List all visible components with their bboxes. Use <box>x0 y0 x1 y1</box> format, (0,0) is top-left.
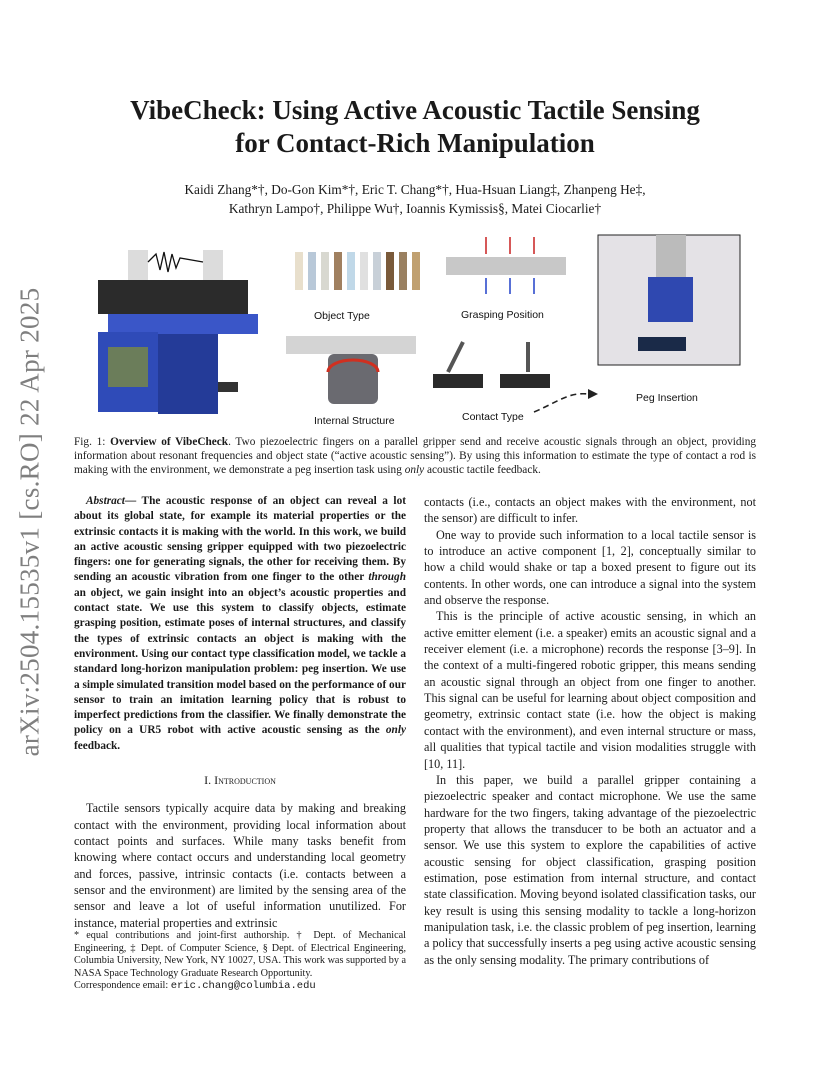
right-paragraph-3: In this paper, we build a parallel gripper containing a piezoelectric speaker and contact microphone. We use the same hardware for the two fingers, taking advantage of the piezoelectric property that allows the transducer to be both an actuator and a sensor. We use this system to explore the capabilities of active acoustic sensing for object classification, grasping position estimation, pose estimation from internal structure, and contact state classification. Moving beyond isolated classification tasks, our key result is using this sensing modality to tackle a long-horizon manipulation task, i.e. the classic problem of peg insertion, learning a policy that successfully inserts a peg using active acoustic sensing as the only sensing modality. The primary contributions of <box>424 772 756 967</box>
section-number: I. <box>204 773 215 788</box>
caption-prefix: Fig. 1: <box>74 436 111 448</box>
caption-bold: Overview of VibeCheck <box>110 436 229 448</box>
abstract-text-2: an object, we gain insight into an object’s acoustic properties and contact state. We use this system to classify objects, estimate grasping position, estimate poses of internal structures, and classify the types of extrinsic contacts an object is making with the environment. Using our contact type classification model, we tackle a standard long-horizon manipulation problem: peg insertion. We use a simple simulated transition model based on the performance of our sensor to train an imitation learning policy that is robust to imperfect predictions from the classifier. We finally demonstrate the policy on a UR5 robot with active acoustic sensing as the <box>74 586 406 737</box>
footnote-email-line <box>74 980 406 993</box>
right-column <box>424 494 756 968</box>
label-peg-insertion: Peg Insertion <box>636 392 698 404</box>
right-paragraph-2: This is the principle of active acoustic sensing, in which an active emitter element (i.e. a speaker) emits an acoustic signal and a receiver element (i.e. a microphone) records the response [3–9]. In the context of a multi-fingered robotic gripper, this means sending an acoustic signal through an object from one finger to another. This signal can be useful for learning about object composition and geometry, extrinsic contact state (i.e. how the object is making contact with the environment), and even internal structure or mass, all qualities that typical tactile and vision modalities struggle with [10, 11]. <box>424 609 756 771</box>
abstract-italic-only: only <box>385 724 406 737</box>
abstract-text-1: — The acoustic response of an object can reveal a lot about its global state, for example its material properties or the extrinsic contacts it is making with the world. In this work, we build an active acoustic sensing gripper equipped with two piezoelectric fingers: one for generating signals, the other for receiving them. By sending an acoustic vibration from one finger to the other <box>74 495 406 584</box>
grasping-position-panel <box>446 237 566 321</box>
contact-type-panel <box>433 342 598 423</box>
section-name: Introduction <box>214 773 276 788</box>
overview-figure <box>88 232 748 428</box>
caption-text-2: acoustic tactile feedback. <box>424 464 541 477</box>
author-list <box>60 180 770 218</box>
footnote-email[interactable]: eric.chang@columbia.edu <box>170 980 316 993</box>
abstract <box>74 494 406 754</box>
footnote-affiliations: * equal contributions and joint-first authorship. † Dept. of Mechanical Engineering, ‡ Dept. of Computer Science, § Dept. of Electrical Engineering, Columbia University, New York, NY 10027, USA. This work was supported by a NASA Space Technology Graduate Research Opportunity. <box>74 930 406 979</box>
gripper-photo <box>98 250 258 414</box>
footnote <box>74 930 406 993</box>
abstract-text-3: feedback. <box>74 739 121 752</box>
authors-line-1: Kaidi Zhang*†, Do-Gon Kim*†, Eric T. Chang*†, Hua-Hsuan Liang‡, Zhanpeng He‡, <box>184 182 646 197</box>
label-contact-type: Contact Type <box>462 411 524 423</box>
figure-illustration <box>88 232 748 428</box>
label-object-type: Object Type <box>314 310 370 322</box>
paper-title <box>60 94 770 160</box>
right-paragraph-1: One way to provide such information to a local tactile sensor is to introduce an active component [1, 2], conceptually similar to how a child would shake or tap a boxed present to figure out its contents. In other words, one can introduce a signal into the system and observe the response. <box>424 527 756 608</box>
footnote-email-label: Correspondence email: <box>74 980 171 992</box>
intro-paragraph-1: Tactile sensors typically acquire data by making and breaking contact with the environment, providing local information about contact points and surfaces. While many tasks benefit from knowing where contact occurs and understanding local geometry and forces, passive, intrinsic contacts (i.e. contacts between a sensor and the environment) are limited by the sensing area of the sensor and leave a lot of useful information unutilized. For instance, material properties and extrinsic <box>74 801 406 930</box>
authors-line-2: Kathryn Lampo†, Philippe Wu†, Ioannis Kymissis§, Matei Ciocarlie† <box>228 201 602 216</box>
caption-italic: only <box>404 464 425 477</box>
abstract-italic-through: through <box>368 571 406 584</box>
section-heading <box>74 772 406 788</box>
abstract-label: Abstract <box>86 495 125 507</box>
object-type-panel <box>295 252 420 322</box>
title-line-2: for Contact-Rich Manipulation <box>235 128 595 158</box>
label-internal-structure: Internal Structure <box>314 415 395 427</box>
right-paragraph-0: contacts (i.e., contacts an object makes with the environment, not the sensor) are difficult to infer. <box>424 495 756 526</box>
peg-insertion-photo <box>598 235 740 404</box>
figure-caption <box>74 435 756 478</box>
left-column <box>74 494 406 931</box>
arxiv-stamp: arXiv:2504.15535v1 [cs.RO] 22 Apr 2025 <box>14 287 45 757</box>
internal-structure-panel <box>286 336 416 427</box>
caption-text-1: . Two piezoelectric fingers on a parallel gripper send and receive acoustic signals through an object, providing information about resonant frequencies and object state (“active acoustic sensing”). By using this information to estimate the type of contact a rod is making with the environment, we demonstrate a peg insertion task using <box>74 436 756 477</box>
label-grasping-position: Grasping Position <box>461 309 544 321</box>
title-line-1: VibeCheck: Using Active Acoustic Tactile Sensing <box>130 95 700 125</box>
